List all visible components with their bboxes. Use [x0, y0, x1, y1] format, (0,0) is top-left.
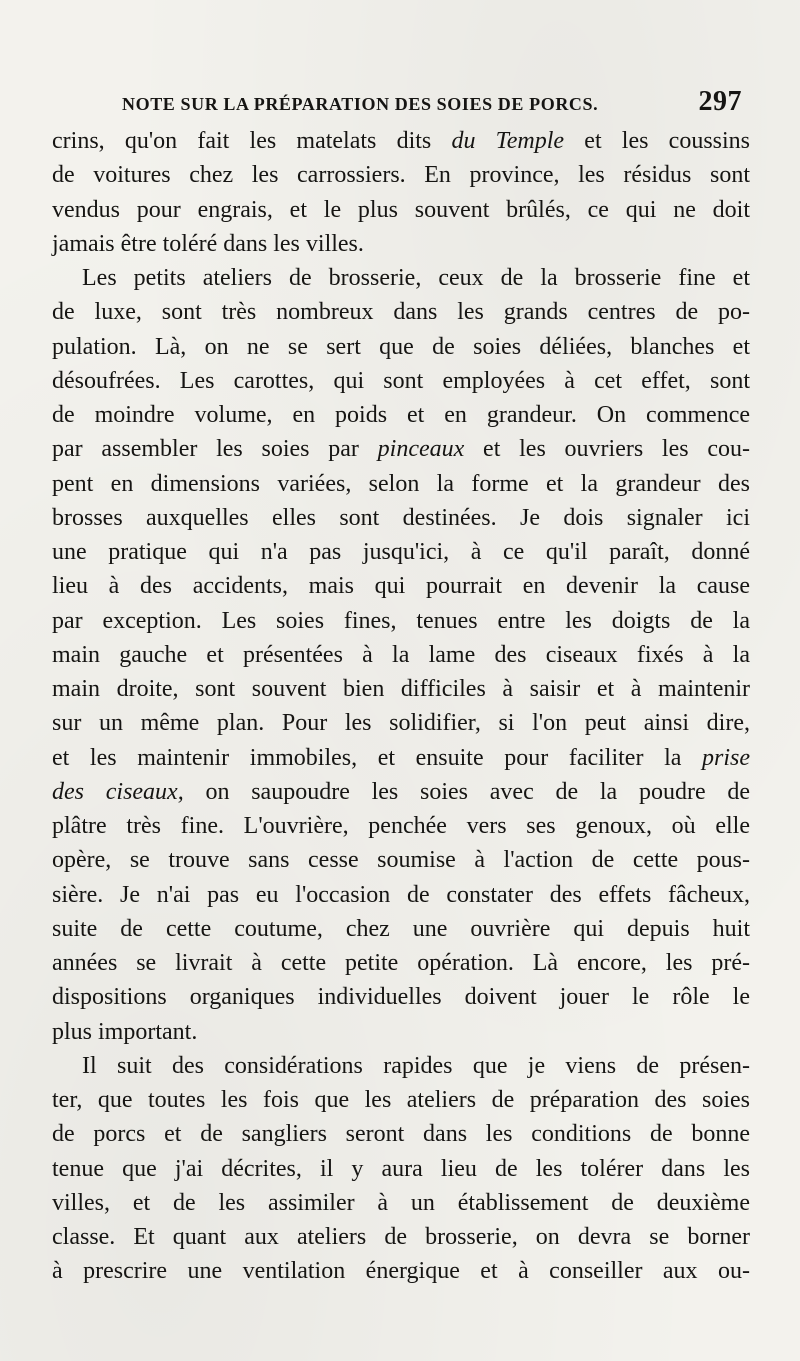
text-line: [52, 741, 750, 775]
text-line: [52, 501, 750, 535]
text-line: [52, 432, 750, 466]
text-span: lieu à des accidents, mais qui pourrait en devenir la cause: [52, 573, 750, 600]
text-line: [52, 1015, 750, 1049]
text-span: et les coussins: [564, 128, 750, 154]
text-span: de moindre volume, en poids et en grandeur. On commence: [52, 402, 750, 428]
text-span: dispositions organiques individuelles doivent jouer le rôle le: [52, 984, 750, 1011]
text-line: [52, 158, 750, 192]
text-span: de luxe, sont très nombreux dans les grands centres de po-: [52, 299, 750, 326]
body-text: [52, 124, 750, 1289]
text-line: [52, 398, 750, 432]
text-line: [52, 535, 750, 569]
text-line: [52, 775, 750, 809]
text-line: [52, 706, 750, 740]
text-span: main droite, sont souvent bien difficiles à saisir et à maintenir: [52, 676, 750, 702]
text-span: plâtre très fine. L'ouvrière, penchée vers ses genoux, où elle: [52, 813, 750, 839]
text-line: [52, 980, 750, 1014]
paragraph: [52, 124, 750, 261]
text-span: Il suit des considérations rapides que je viens de présen-: [82, 1052, 750, 1079]
text-span: par assembler les soies par: [52, 436, 378, 463]
text-line: [52, 946, 750, 980]
text-span: jamais être toléré dans les villes.: [52, 230, 364, 257]
text-line: [52, 227, 750, 261]
text-line: [52, 295, 750, 329]
text-line: [52, 843, 750, 877]
text-span: à prescrire une ventilation énergique et à conseiller aux ou-: [52, 1258, 750, 1285]
page-number: 297: [698, 86, 742, 117]
text-span: pulation. Là, on ne se sert que de soies déliées, blanches et: [52, 333, 750, 360]
text-span: tenue que j'ai décrites, il y aura lieu de les tolérer dans les: [52, 1155, 750, 1182]
italic-text: des ciseaux,: [52, 778, 184, 805]
text-line: [52, 193, 750, 227]
text-span: une pratique qui n'a pas jusqu'ici, à ce qu'il paraît, donné: [52, 539, 750, 565]
text-span: plus important.: [52, 1018, 198, 1045]
text-line: [52, 1083, 750, 1117]
text-span: sière. Je n'ai pas eu l'occasion de constater des effets fâcheux,: [52, 881, 750, 908]
text-span: vendus pour engrais, et le plus souvent brûlés, ce qui ne doit: [52, 196, 750, 223]
text-span: de porcs et de sangliers seront dans les conditions de bonne: [52, 1121, 750, 1148]
text-span: Les petits ateliers de brosserie, ceux de la brosserie fine et: [82, 265, 750, 291]
paragraph: [52, 261, 750, 1049]
text-line: [52, 1254, 750, 1288]
text-span: sur un même plan. Pour les solidifier, si l'on peut ainsi dire,: [52, 710, 750, 737]
text-line: [52, 1152, 750, 1186]
text-line: [52, 912, 750, 946]
text-span: désoufrées. Les carottes, qui sont employées à cet effet, sont: [52, 367, 750, 394]
text-line: [52, 569, 750, 603]
text-span: pent en dimensions variées, selon la forme et la grandeur des: [52, 470, 750, 497]
text-line: [52, 809, 750, 843]
text-line: [52, 467, 750, 501]
text-span: ter, que toutes les fois que les ateliers de préparation des soies: [52, 1087, 750, 1113]
text-span: et les ouvriers les cou-: [464, 436, 750, 463]
running-title: NOTE SUR LA PRÉPARATION DES SOIES DE PORCS.: [122, 94, 599, 114]
text-line: [52, 878, 750, 912]
text-line: [52, 261, 750, 295]
italic-text: du Temple: [451, 128, 565, 154]
running-head: [122, 86, 742, 116]
italic-text: pinceaux: [377, 436, 465, 463]
text-line: [52, 638, 750, 672]
text-span: opère, se trouve sans cesse soumise à l'action de cette pous-: [52, 847, 750, 874]
text-line: [52, 672, 750, 706]
paragraph: [52, 1049, 750, 1289]
text-line: [52, 604, 750, 638]
text-span: années se livrait à cette petite opération. Là encore, les pré-: [52, 950, 750, 976]
text-line: [52, 1220, 750, 1254]
text-span: on saupoudre les soies avec de la poudre de: [183, 778, 750, 805]
text-span: de voitures chez les carrossiers. En province, les résidus sont: [52, 162, 750, 189]
text-span: brosses auxquelles elles sont destinées. Je dois signaler ici: [52, 504, 750, 531]
text-span: main gauche et présentées à la lame des ciseaux fixés à la: [52, 641, 750, 668]
text-span: et les maintenir immobiles, et ensuite pour faciliter la: [52, 744, 702, 771]
text-span: suite de cette coutume, chez une ouvrière qui depuis huit: [52, 915, 750, 942]
text-line: [52, 1049, 750, 1083]
text-span: crins, qu'on fait les matelats dits: [52, 128, 452, 154]
text-line: [52, 330, 750, 364]
text-line: [52, 1186, 750, 1220]
text-span: par exception. Les soies fines, tenues entre les doigts de la: [52, 607, 750, 634]
text-span: classe. Et quant aux ateliers de brosserie, on devra se borner: [52, 1224, 750, 1250]
text-line: [52, 124, 750, 158]
text-span: villes, et de les assimiler à un établissement de deuxième: [52, 1189, 750, 1216]
text-line: [52, 1117, 750, 1151]
text-line: [52, 364, 750, 398]
italic-text: prise: [702, 744, 750, 771]
